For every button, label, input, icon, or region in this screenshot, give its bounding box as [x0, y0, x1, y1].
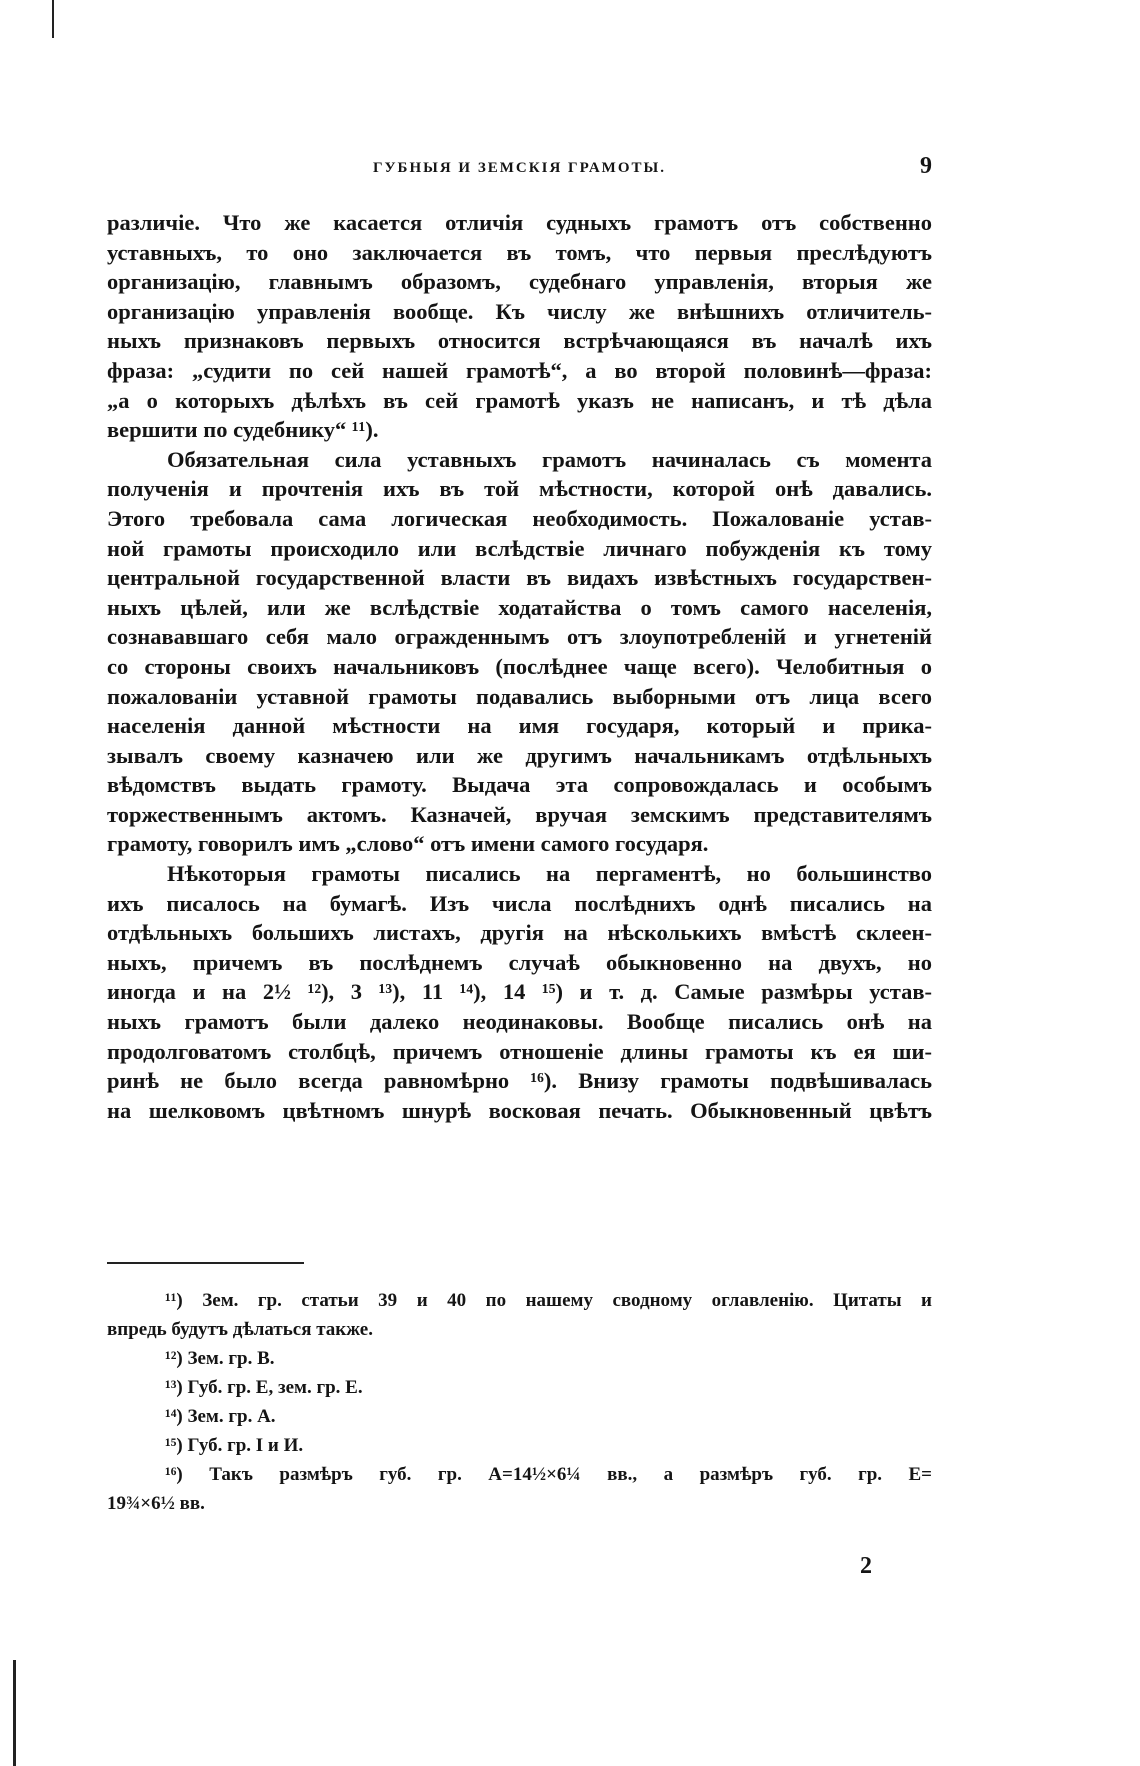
text-line: вершити по судебнику“ ¹¹).	[107, 417, 379, 443]
footnote-16: ¹⁶) Такъ размѣръ губ. гр. А=14½×6¼ вв., а размѣръ губ. гр. Е=	[165, 1464, 932, 1485]
text-line: на шелковомъ цвѣтномъ шнурѣ восковая печать. Обыкновенный цвѣтъ	[107, 1097, 932, 1123]
text-line: продолговатомъ столбцѣ, причемъ отношеніе длины грамоты къ ея ши-	[107, 1038, 932, 1064]
text-line: торжественнымъ актомъ. Казначей, вручая земскимъ представителямъ	[107, 801, 932, 827]
text-line: отдѣльныхъ большихъ листахъ, другія на нѣсколькихъ вмѣстѣ склеен-	[107, 920, 932, 946]
text-line: Нѣкоторыя грамоты писались на пергаментѣ, но большинство	[167, 861, 932, 887]
running-title: ГУБНЫЯ И ЗЕМСКІЯ ГРАМОТЫ.	[372, 160, 666, 176]
text-line: ныхъ цѣлей, или же вслѣдствіе ходатайства о томъ самого населенія,	[107, 594, 932, 620]
text-line: ихъ писалось на бумагѣ. Изъ числа послѣднихъ однѣ писались на	[107, 890, 932, 916]
footnotes	[107, 1286, 932, 1518]
footnote-11-cont: впредь будутъ дѣлаться также.	[107, 1319, 373, 1340]
text-line: Этого требовала сама логическая необходимость. Пожалованіе устав-	[107, 505, 932, 531]
text-line: Обязательная сила уставныхъ грамотъ начиналась съ момента	[167, 446, 932, 472]
text-line: со стороны своихъ начальниковъ (послѣднее чаще всего). Челобитныя о	[107, 653, 932, 679]
text-line: ныхъ признаковъ первыхъ относится встрѣчающаяся въ началѣ ихъ	[107, 328, 932, 354]
text-line: населенія данной мѣстности на имя государя, который и прика-	[107, 713, 932, 739]
scan-mark-top	[52, 0, 54, 38]
text-line: зывалъ своему казначею или же другимъ начальникамъ отдѣльныхъ	[107, 742, 932, 768]
text-line: „а о которыхъ дѣлѣхъ въ сей грамотѣ указъ не написанъ, и тѣ дѣла	[107, 387, 932, 413]
text-line: уставныхъ, то оно заключается въ томъ, что первыя преслѣдуютъ	[107, 239, 932, 265]
text-line: полученія и прочтенія ихъ въ той мѣстности, которой онѣ давались.	[107, 476, 932, 502]
page-header	[107, 153, 932, 184]
text-line: организацію, главнымъ образомъ, судебнаго управленія, вторыя же	[107, 269, 932, 295]
text-line: ныхъ грамотъ были далеко неодинаковы. Вообще писались онѣ на	[107, 1009, 932, 1035]
text-line: организацію управленія вообще. Къ числу же внѣшнихъ отличитель-	[107, 298, 932, 324]
text-line: пожалованіи уставной грамоты подавались выборными отъ лица всего	[107, 683, 932, 709]
footnote-13: ¹³) Губ. гр. Е, зем. гр. Е.	[165, 1377, 363, 1398]
text-line: ной грамоты происходило или вслѣдствіе личнаго побужденія къ тому	[107, 535, 932, 561]
text-line: ринѣ не было всегда равномѣрно ¹⁶). Внизу грамоты подвѣшивалась	[107, 1068, 932, 1094]
footnote-14: ¹⁴) Зем. гр. А.	[165, 1406, 276, 1427]
body-text	[107, 208, 932, 1125]
text-line: фраза: „судити по сей нашей грамотѣ“, а во второй половинѣ—фраза:	[107, 357, 932, 383]
text-line: сознававшаго себя мало огражденнымъ отъ злоупотребленій и угнетеній	[107, 624, 932, 650]
text-line: вѣдомствъ выдать грамоту. Выдача эта сопровождалась и особымъ	[107, 772, 932, 798]
text-line: различіе. Что же касается отличія судныхъ грамотъ отъ собственно	[107, 210, 932, 235]
text-line: центральной государственной власти въ видахъ извѣстныхъ государствен-	[107, 565, 932, 591]
scan-mark-bottom	[13, 1660, 16, 1766]
footnote-divider	[107, 1262, 304, 1264]
footnote-16-cont: 19¾×6½ вв.	[107, 1493, 205, 1514]
text-line: иногда и на 2½ ¹²), 3 ¹³), 11 ¹⁴), 14 ¹⁵) и т. д. Самые размѣры устав-	[107, 979, 932, 1005]
footnote-15: ¹⁵) Губ. гр. I и И.	[165, 1435, 304, 1456]
footnote-12: ¹²) Зем. гр. В.	[165, 1348, 275, 1369]
footnote-11: ¹¹) Зем. гр. статьи 39 и 40 по нашему сводному оглавленію. Цитаты и	[165, 1290, 932, 1311]
signature-mark: 2	[860, 1553, 872, 1579]
text-line: ныхъ, причемъ въ послѣднемъ случаѣ обыкновенно на двухъ, но	[107, 949, 932, 975]
text-line: грамоту, говорилъ имъ „слово“ отъ имени самого государя.	[107, 831, 709, 857]
page-number: 9	[920, 153, 932, 179]
